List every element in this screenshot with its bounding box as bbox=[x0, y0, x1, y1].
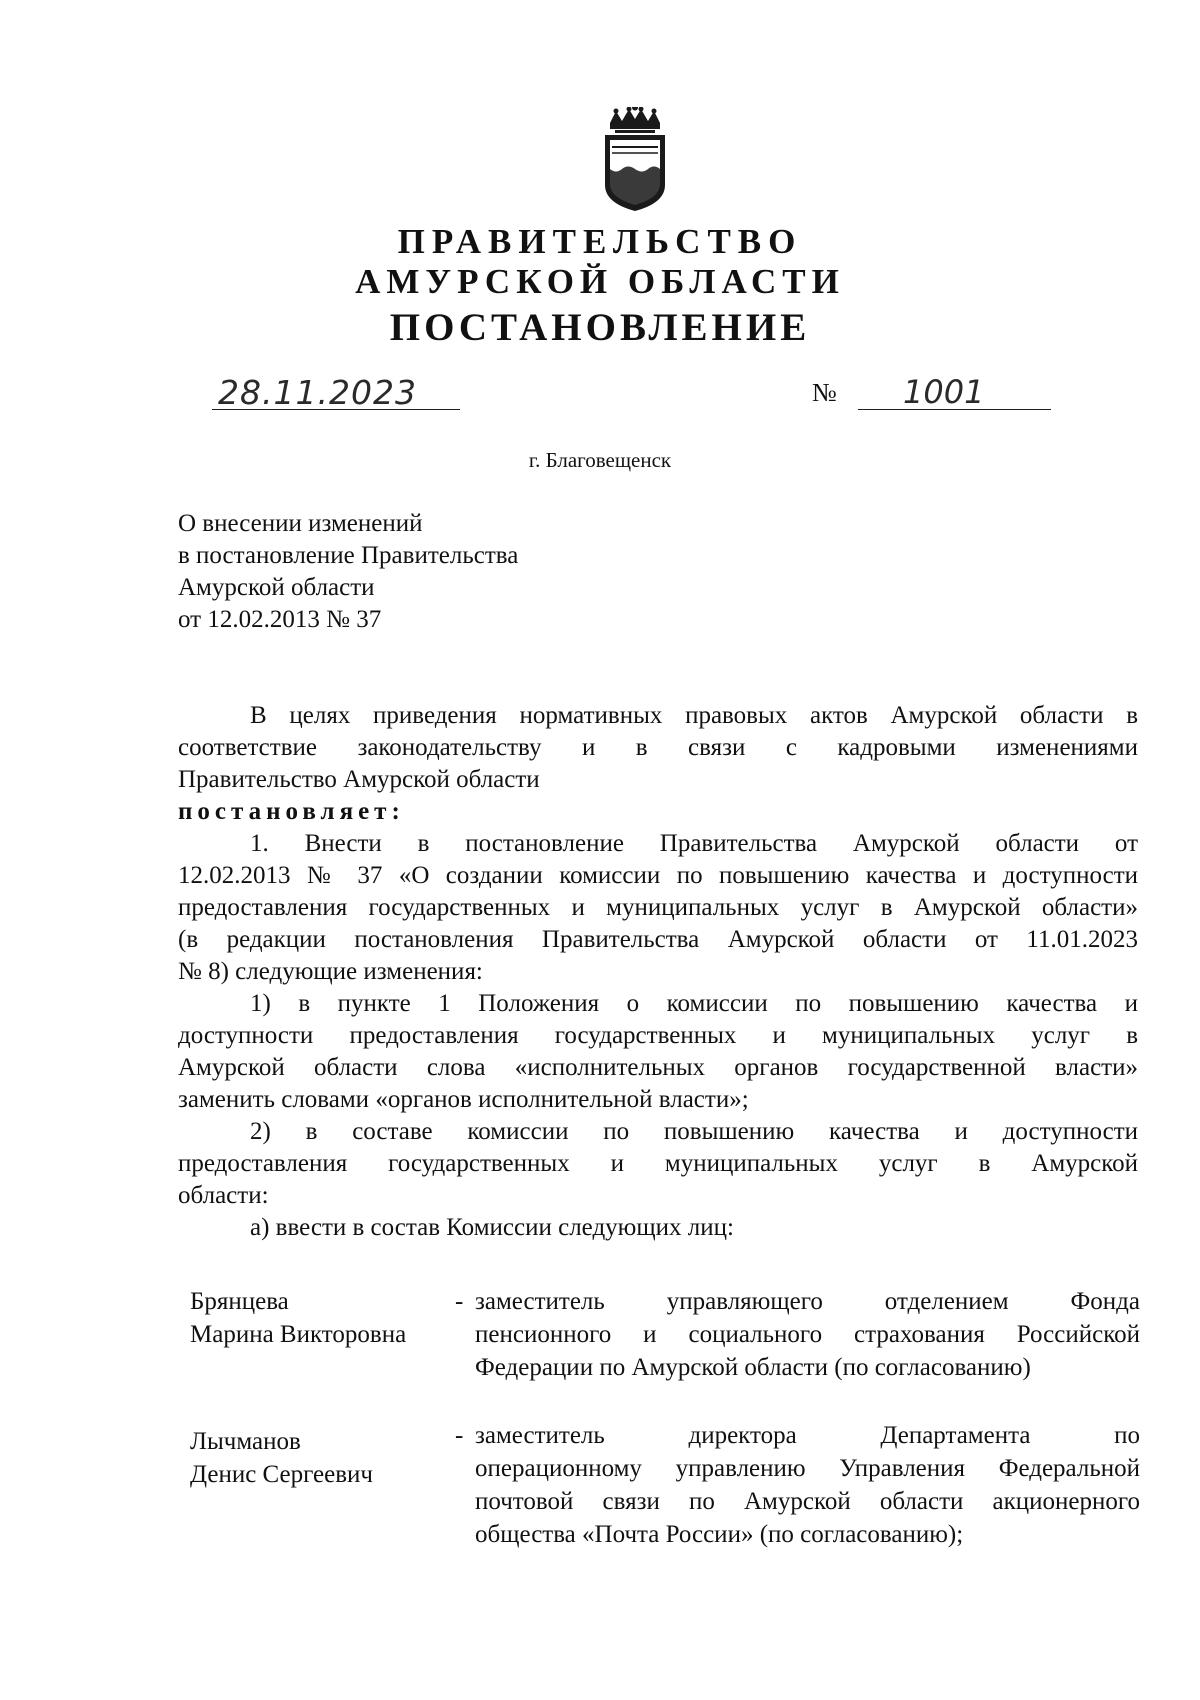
item-1-line: предоставления государственных и муниципальных услуг в Амурской области» bbox=[178, 894, 1138, 921]
role-line: Федерации по Амурской области (по согласованию) bbox=[475, 1354, 1031, 1381]
subitem-1-line: доступности предоставления государственных и муниципальных услуг в bbox=[178, 1022, 1138, 1049]
item-1-line: 1. Внести в постановление Правительства Амурской области от bbox=[250, 830, 1138, 857]
role-dash: - bbox=[455, 1422, 464, 1449]
document-body bbox=[178, 700, 1138, 1244]
role-line: операционному управлению Управления Федеральной bbox=[475, 1455, 1140, 1482]
date-underline bbox=[212, 409, 460, 410]
preamble-line: В целях приведения нормативных правовых актов Амурской области в bbox=[250, 702, 1138, 729]
subject-line: О внесении изменений bbox=[178, 510, 423, 537]
document-city: г. Благовещенск bbox=[528, 448, 672, 472]
member-surname: Брянцева bbox=[190, 1288, 289, 1315]
header-line-1: ПРАВИТЕЛЬСТВО bbox=[397, 222, 803, 261]
item-1-line: 12.02.2013 № 37 «О создании комиссии по повышению качества и доступности bbox=[178, 862, 1138, 889]
document-date: 28.11.2023 bbox=[218, 373, 417, 412]
preamble-line: соответствие законодательству и в связи с кадровыми изменениями bbox=[178, 734, 1138, 761]
subitem-2-line: 2) в составе комиссии по повышению качества и доступности bbox=[250, 1118, 1138, 1145]
document-number: 1001 bbox=[903, 373, 985, 411]
document-type: ПОСТАНОВЛЕНИЕ bbox=[389, 306, 811, 349]
member-name bbox=[190, 1285, 406, 1351]
header-line-2: АМУРСКОЙ ОБЛАСТИ bbox=[355, 262, 845, 301]
document-subject bbox=[178, 508, 518, 636]
subitem-2-line: области: bbox=[178, 1182, 269, 1209]
role-line: пенсионного и социального страхования Российской bbox=[475, 1321, 1140, 1348]
role-dash: - bbox=[455, 1288, 464, 1315]
member-name bbox=[190, 1425, 373, 1491]
member-role bbox=[455, 1285, 1140, 1384]
member-given-names: Денис Сергеевич bbox=[190, 1461, 374, 1488]
subject-line: Амурской области bbox=[178, 574, 375, 601]
subject-line: в постановление Правительства bbox=[178, 542, 519, 569]
subitem-1-line: Амурской области слова «исполнительных органов государственной власти» bbox=[178, 1054, 1138, 1081]
member-given-names: Марина Викторовна bbox=[190, 1321, 407, 1348]
role-line: заместитель управляющего отделением Фонда bbox=[475, 1288, 1140, 1315]
subitem-2-line: предоставления государственных и муниципальных услуг в Амурской bbox=[178, 1150, 1138, 1177]
member-surname: Лычманов bbox=[190, 1428, 301, 1455]
member-role bbox=[455, 1419, 1140, 1551]
subject-line: от 12.02.2013 № 37 bbox=[178, 606, 382, 633]
number-sign: № bbox=[812, 378, 837, 407]
subitem-1-line: 1) в пункте 1 Положения о комиссии по повышению качества и bbox=[250, 990, 1138, 1017]
resolves-word: постановляет: bbox=[178, 798, 405, 825]
preamble-line: Правительство Амурской области bbox=[178, 766, 540, 793]
role-line: почтовой связи по Амурской области акционерного bbox=[475, 1488, 1140, 1515]
subitem-1-line: заменить словами «органов исполнительной власти»; bbox=[178, 1086, 749, 1113]
item-1-line: № 8) следующие изменения: bbox=[178, 958, 483, 985]
role-line: заместитель директора Департамента по bbox=[475, 1422, 1140, 1449]
number-underline bbox=[858, 409, 1051, 410]
role-line: общества «Почта России» (по согласованию); bbox=[475, 1521, 964, 1548]
amur-region-emblem bbox=[560, 107, 710, 211]
item-1-line: (в редакции постановления Правительства Амурской области от 11.01.2023 bbox=[178, 926, 1138, 953]
subitem-a-line: а) ввести в состав Комиссии следующих лиц: bbox=[250, 1214, 734, 1241]
